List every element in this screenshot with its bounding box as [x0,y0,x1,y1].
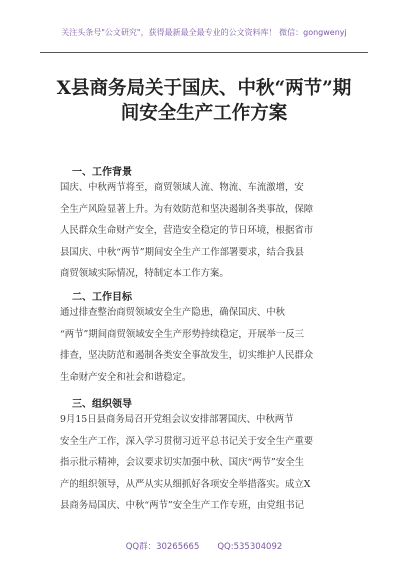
paragraph-line: 商贸领域实际情况，特制定本工作方案。 [60,268,229,279]
section-heading-leadership: 三、组织领导 [72,399,132,410]
paragraph-line: 产的组织领导，从严从实从细抓好各项安全举措落实。成立X [60,478,311,490]
header-divider [40,52,368,53]
document-title [40,76,368,126]
section-body-goals [60,302,354,388]
paragraph-line: 排查，坚决防范和遏制各类安全事故发生，切实维护人民群众 [60,350,314,361]
paragraph-line: “两节”期间商贸领域安全生产形势持续稳定，开展举一反三 [60,328,304,340]
qq-group-text: QQ群：30265665 [125,542,200,552]
section-heading-goals: 二、工作目标 [72,292,132,303]
paragraph-line: 安全生产工作，深入学习贯彻习近平总书记关于安全生产重要 [60,435,314,447]
bottom-watermark [0,540,408,552]
qq-number-text: QQ:535304092 [217,542,283,552]
title-line-2: 间安全生产工作方案 [120,103,288,124]
paragraph-line: 国庆、中秋两节将至，商贸领域人流、物流、车流激增，安 [60,182,304,193]
paragraph-line: 县商务局国庆、中秋“两节”安全生产工作专班，由党组书记 [60,500,304,511]
paragraph-line: 人民群众生命财产安全，营造安全稳定的节日环境，根据省市 [60,225,314,236]
paragraph-line: 通过排查整治商贸领域安全生产隐患，确保国庆、中秋 [60,307,286,318]
top-watermark: 关注头条号"公文研究"，获得最新最全最专业的公文资料库！ 微信：gongwenyj [61,28,347,37]
section-body-leadership [60,409,354,517]
section-body-background [60,177,354,285]
paragraph-line: 9月15日县商务局召开党组会议安排部署国庆、中秋两节 [60,414,294,425]
paragraph-line: 指示批示精神，会议要求切实加强中秋、国庆“两节”安全生 [60,457,304,468]
title-line-1: X县商务局关于国庆、中秋“两节”期 [56,78,352,99]
paragraph-line: 县国庆、中秋“两节”期间安全生产工作部署要求，结合我县 [60,246,304,258]
paragraph-line: 生命财产安全和社会和谐稳定。 [60,371,192,383]
section-heading-background: 一、工作背景 [72,167,132,178]
paragraph-line: 全生产风险显著上升。为有效防范和坚决遏制各类事故，保障 [60,203,314,215]
